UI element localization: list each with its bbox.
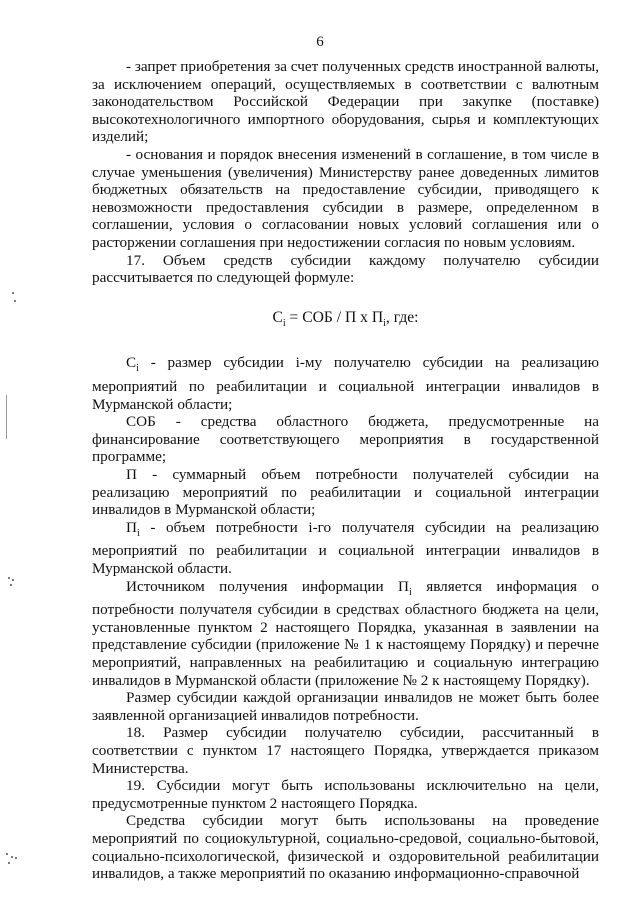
scan-artifact-dot: [8, 862, 10, 864]
paragraph-amendment-grounds: - основания и порядок внесения изменений в соглашение, в том числе в случае уменьшения (увеличения) Министерству ранее доведенных лимитов бюджетных обязательств на предоставление субсидии, приводящего к невозможности предоставления субсидии в размере, определенном в соглашении, условия о согласовании новых условий соглашения или о расторжении соглашения при недостижении согласия по новым условиям.: [92, 145, 599, 251]
document-body: [92, 58, 599, 883]
scan-artifact-dot: [14, 300, 16, 302]
definition-sob: СОБ - средства областного бюджета, предусмотренные на финансирование соответствующего мероприятия в государственной программе;: [92, 413, 599, 466]
formula-tail: , где:: [385, 308, 419, 326]
formula-left: C: [272, 308, 283, 326]
definition-p: П - суммарный объем потребности получателей субсидии на реализацию мероприятий по реабилитации и социальной интеграции инвалидов в Мурманской области;: [92, 466, 599, 519]
paragraph-19: 19. Субсидии могут быть использованы исключительно на цели, предусмотренные пунктом 2 настоящего Порядка.: [92, 777, 599, 812]
scan-artifact-dot: [6, 853, 8, 855]
formula-middle: = СОБ / П х П: [285, 308, 384, 326]
paragraph-funds-use: Средства субсидии могут быть использованы на проведение мероприятий по социокультурной, социально-средовой, социально-бытовой, социально-психологической, физической и оздоровительной реабилитации инвалидов, а также мероприятий по оказанию информационно-справочной: [92, 812, 599, 883]
formula-left-sub: i: [282, 317, 286, 329]
scan-artifact-dot: [12, 579, 14, 581]
definition-ci: $C_i$ - размер субсидии i-му получателю субсидии на реализацию мероприятий по реабилитации и социальной интеграции инвалидов в Мурманской области;: [92, 354, 599, 413]
scan-artifact-dot: [10, 584, 12, 586]
paragraph-17: 17. Объем средств субсидии каждому получателю субсидии рассчитывается по следующей формуле:: [92, 251, 599, 287]
definition-pi: $П_i$ - объем потребности i-го получателя субсидии на реализацию мероприятий по реабилитации и социальной интеграции инвалидов в Мурманской области.: [92, 518, 599, 578]
subsidy-formula: [92, 309, 599, 333]
scan-artifact-dot: [12, 292, 14, 294]
scan-artifact-dot: [11, 856, 13, 858]
formula-right-sub: i: [383, 317, 386, 329]
scan-artifact-dot: [8, 577, 10, 579]
scan-artifact-dot: [15, 857, 17, 859]
paragraph-18: 18. Размер субсидии получателю субсидии, рассчитанный в соответствии с пунктом 17 настоящего Порядка, утверждается приказом Министерства.: [92, 724, 599, 777]
paragraph-max-subsidy: Размер субсидии каждой организации инвалидов не может быть более заявленной организацией инвалидов потребности.: [92, 689, 599, 724]
page-number: 6: [316, 34, 324, 50]
paragraph-info-source: Источником получения информации $П_i$ является информация о потребности получателя субсидии в средствах областного бюджета на цели, установленные пунктом 2 настоящего Порядка, указанная в заявлении на представление субсидии (приложение № 1 к настоящему Порядку) и перечне мероприятий, направленных на реабилитацию и социальную интеграцию инвалидов в Мурманской области (приложение № 2 к настоящему Порядку).: [92, 577, 599, 689]
scan-artifact-line: [6, 395, 7, 439]
paragraph-currency-ban: - запрет приобретения за счет полученных средств иностранной валюты, за исключением операций, осуществляемых в соответствии с валютным законодательством Российской Федерации при закупке (поставке) высокотехнологичного импортного оборудования, сырья и комплектующих изделий;: [92, 58, 599, 146]
